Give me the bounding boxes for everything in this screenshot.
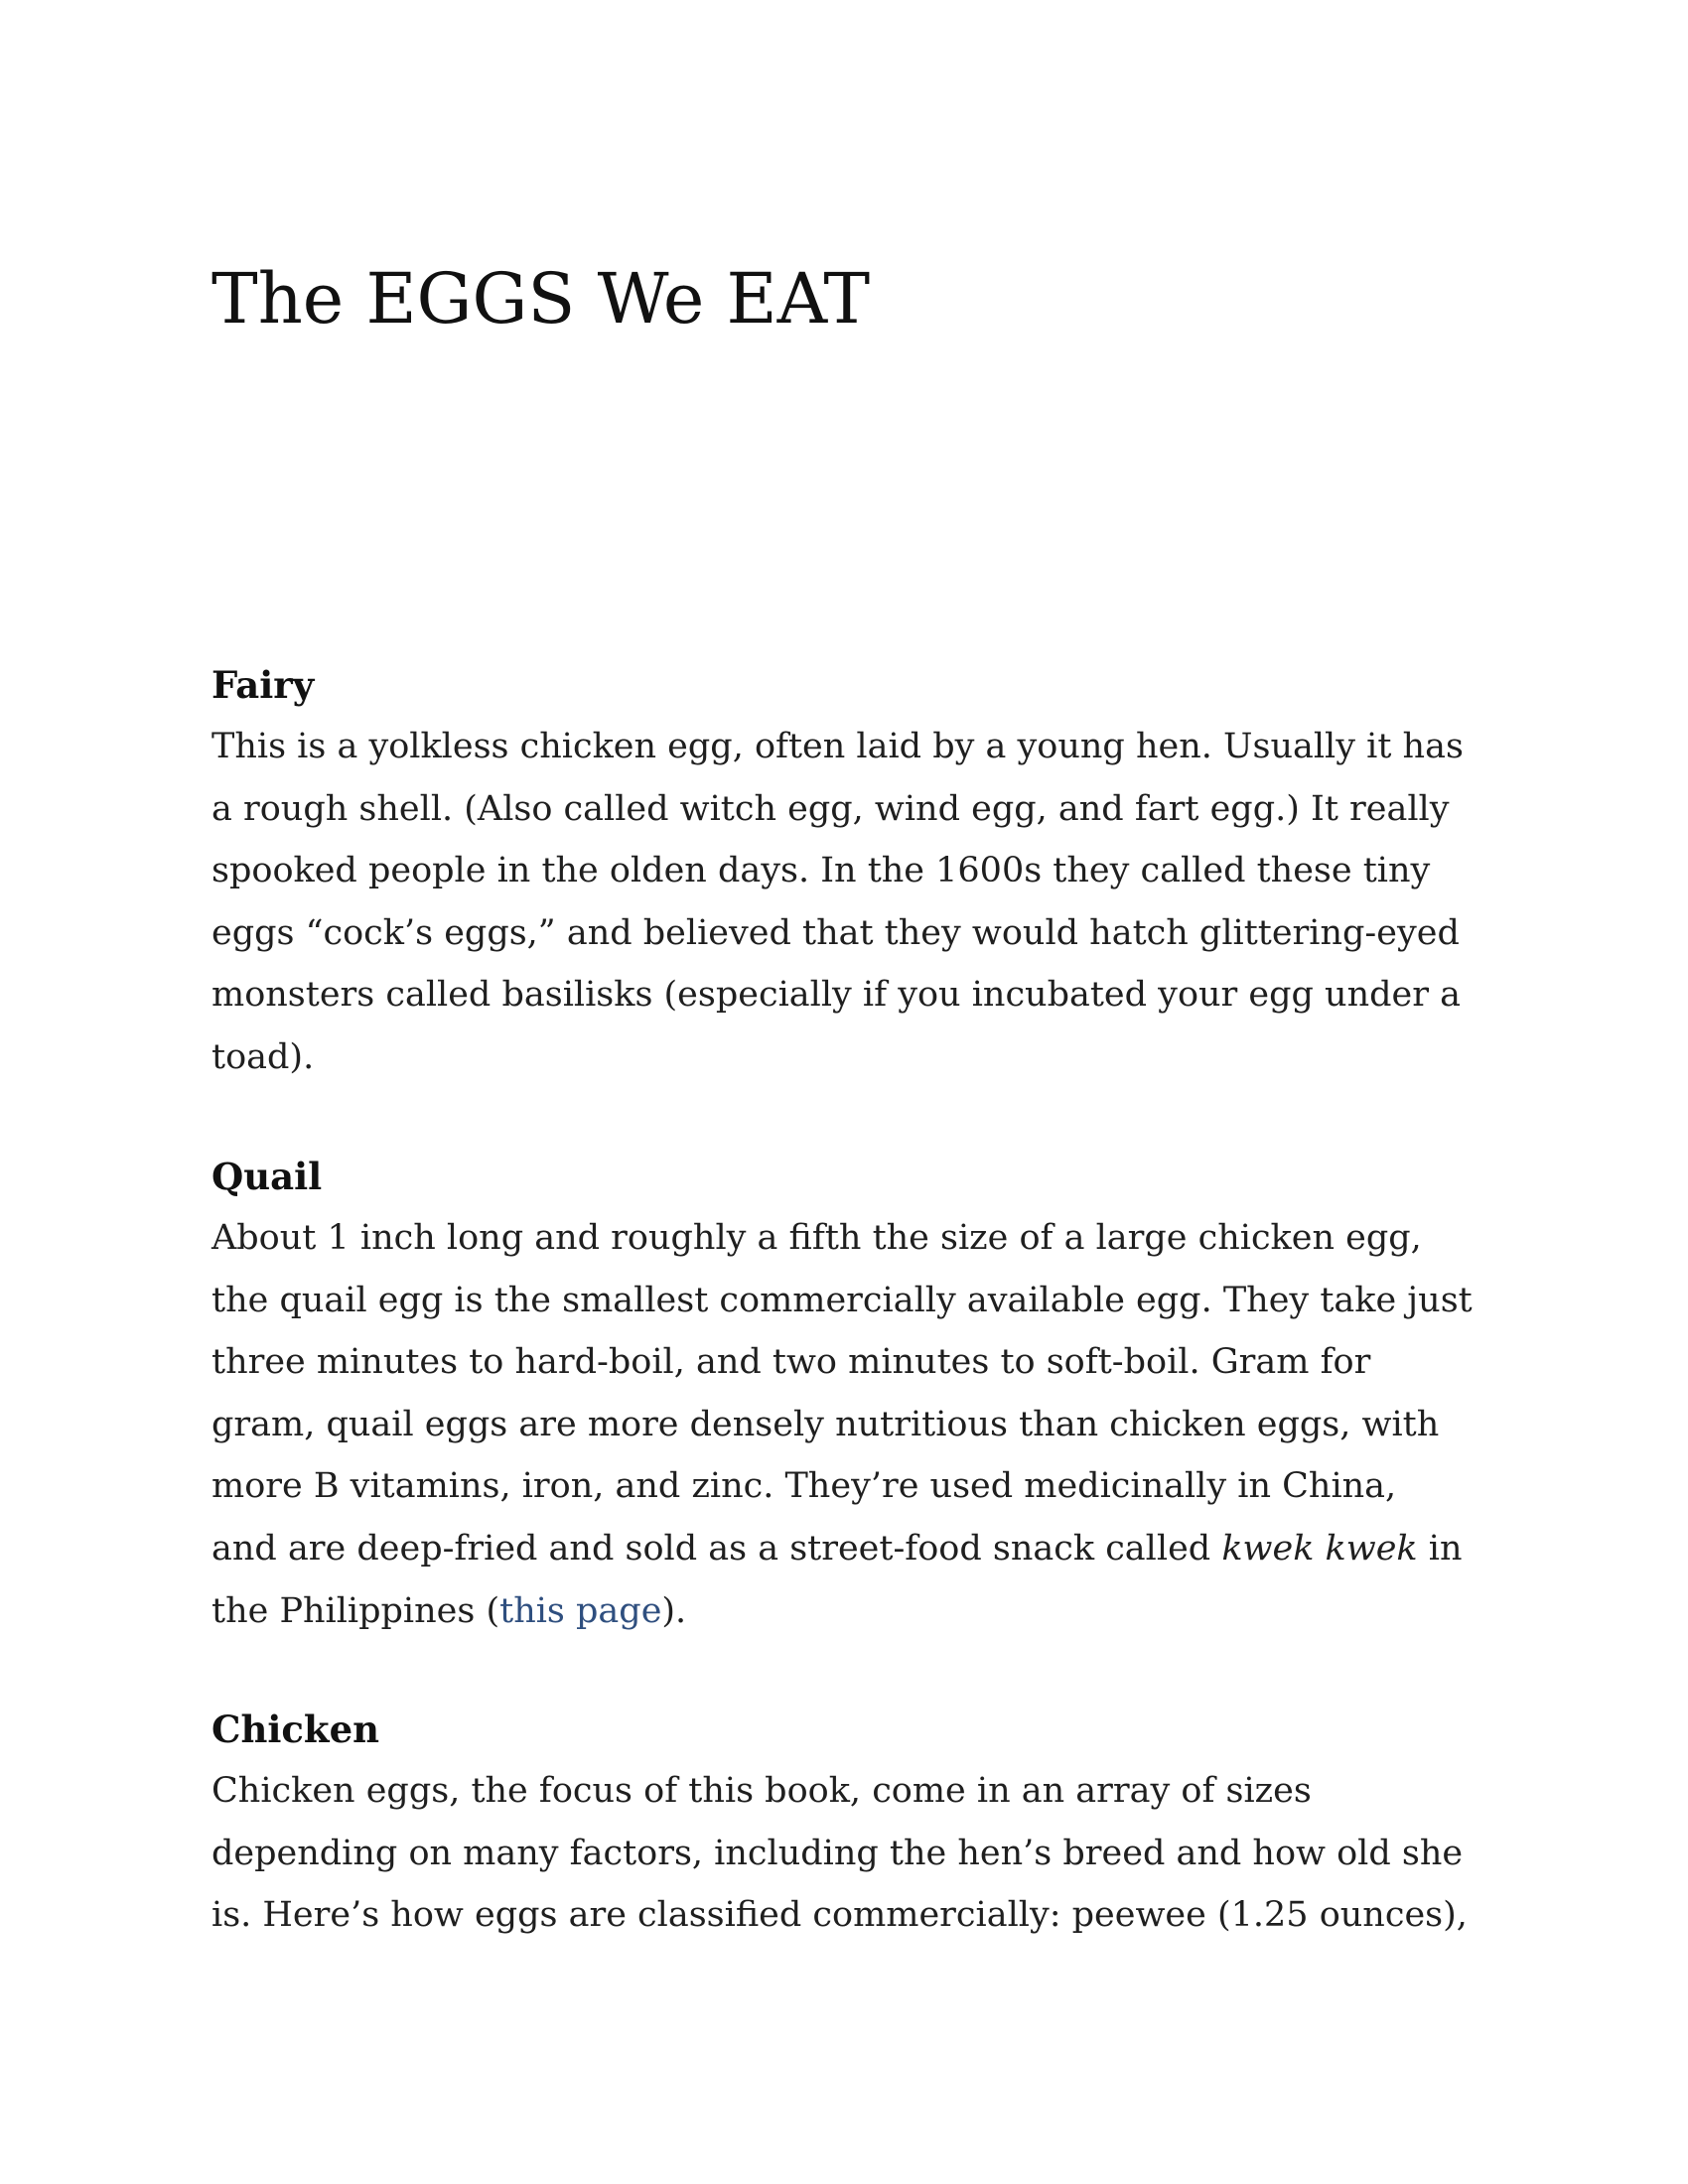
text-line: toad). xyxy=(211,1036,315,1077)
section-body-quail xyxy=(211,1207,1492,1642)
text-line: gram, quail eggs are more densely nutritious than chicken eggs, with xyxy=(211,1404,1440,1444)
section-body-fairy xyxy=(211,716,1492,1089)
text-line: spooked people in the olden days. In the 1600s they called these tiny xyxy=(211,851,1431,891)
text-segment: and are deep-fried and sold as a street-food snack called xyxy=(211,1528,1222,1569)
section-chicken xyxy=(211,1699,1492,1947)
text-line: This is a yolkless chicken egg, often laid by a young hen. Usually it has xyxy=(211,727,1464,766)
text-line xyxy=(211,1518,1492,1580)
text-segment: the Philippines ( xyxy=(211,1590,500,1631)
text-line: a rough shell. (Also called witch egg, wind egg, and fart egg.) It really xyxy=(211,788,1450,829)
text-line: Chicken eggs, the focus of this book, come in an array of sizes xyxy=(211,1771,1312,1811)
text-line: more B vitamins, iron, and zinc. They’re used medicinally in China, xyxy=(211,1466,1397,1507)
section-heading-chicken: Chicken xyxy=(211,1707,380,1751)
section-fairy xyxy=(211,654,1492,1089)
text-line: eggs “cock’s eggs,” and believed that they would hatch glittering-eyed xyxy=(211,912,1460,953)
section-quail xyxy=(211,1146,1492,1642)
italic-term-kwek-kwek: kwek kwek xyxy=(1221,1528,1418,1569)
text-segment: ). xyxy=(661,1590,687,1631)
text-line: depending on many factors, including the hen’s breed and how old she xyxy=(211,1833,1464,1873)
this-page-link[interactable]: this page xyxy=(499,1590,662,1631)
text-segment: in xyxy=(1417,1528,1463,1569)
text-line: the quail egg is the smallest commercially available egg. They take just xyxy=(211,1280,1473,1320)
text-line: monsters called basilisks (especially if you incubated your egg under a xyxy=(211,975,1461,1016)
text-line xyxy=(211,1580,1492,1643)
text-line: About 1 inch long and roughly a fifth the size of a large chicken egg, xyxy=(211,1218,1422,1258)
text-line: three minutes to hard-boil, and two minutes to soft-boil. Gram for xyxy=(211,1342,1371,1383)
section-heading-quail: Quail xyxy=(211,1155,323,1198)
section-body-chicken xyxy=(211,1760,1492,1947)
section-heading-fairy: Fairy xyxy=(211,663,315,707)
page-title: The EGGS We EAT xyxy=(211,258,871,340)
text-line: is. Here’s how eggs are classified commercially: peewee (1.25 ounces), xyxy=(211,1895,1468,1936)
